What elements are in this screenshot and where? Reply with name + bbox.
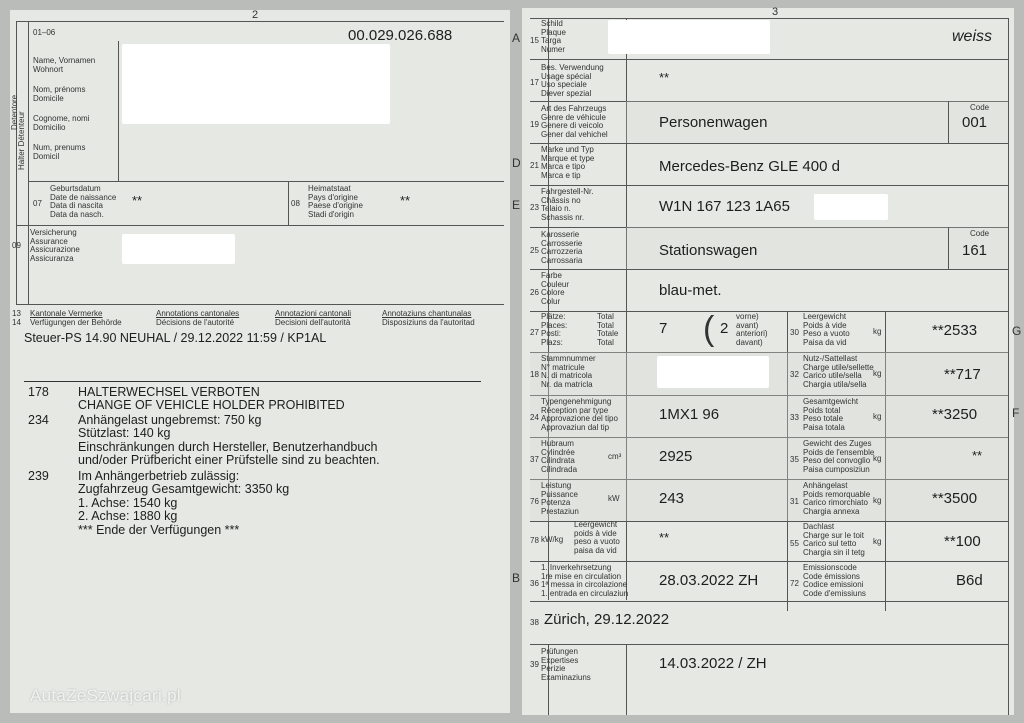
field-31-label: Anhängelast Poids remorquable Carico rimorchiato Chargia annexa: [803, 481, 871, 516]
field-36-value: 28.03.2022 ZH: [659, 572, 759, 589]
field-55-unit: kg: [873, 537, 882, 546]
redacted-insurance: [122, 234, 235, 264]
redacted-matricule: [657, 356, 769, 388]
document-number: 00.029.026.688: [348, 27, 453, 44]
field-35-number: 35: [790, 455, 799, 464]
field-26-value: blau-met.: [659, 282, 722, 299]
field-37-value: 2925: [659, 448, 693, 465]
name-label-2: Nom, prénoms Domicile: [33, 85, 86, 103]
field-25-number: 25: [530, 246, 539, 255]
field-21-label: Marke und Typ Marque et type Marca e tipo Marca e tip: [541, 145, 595, 180]
margin-letter-d: D: [512, 156, 521, 170]
note-239-line: 1. Achse: 1540 kg: [78, 495, 178, 510]
field-24-number: 24: [530, 413, 539, 422]
field-30-unit: kg: [873, 327, 882, 336]
note-239-line: Im Anhängerbetrieb zulässig:: [78, 469, 240, 483]
field-76-label: Leistung Puissance Potenza Prestaziun: [541, 481, 579, 516]
note-239-code: 239: [28, 469, 49, 483]
note-239-line: Zugfahrzeug Gesamtgewicht: 3350 kg: [78, 482, 290, 497]
right-page: [512, 6, 1022, 715]
field-07-value: **: [132, 193, 143, 208]
field-37-number: 37: [530, 455, 539, 464]
field-55-label: Dachlast Charge sur le toit Carico sul tetto Chargia sin il tetg: [803, 522, 865, 557]
field-72-number: 72: [790, 579, 799, 588]
watermark: AutaZeSzwajcari.pl: [30, 686, 181, 705]
field-30-number: 30: [790, 328, 799, 337]
field-36-label: 1. Inverkehrsetzung 1re mise en circulation 1ª messa in circolazione 1. entrada en circulaziun: [541, 563, 629, 598]
field-55-number: 55: [790, 539, 799, 548]
field-76-unit: kW: [608, 494, 620, 503]
note-234-line: und/oder Prüfbericht einer Prüfstelle sind zu beachten.: [78, 453, 380, 468]
field-31-unit: kg: [873, 496, 882, 505]
field-78-number: 78: [530, 536, 539, 545]
field-15-value: weiss: [952, 28, 993, 45]
field-27-front-paren: (: [703, 310, 715, 348]
field-32-label: Nutz-/Sattellast Charge utile/sellette Carico utile/sella Chargia utila/sella: [803, 354, 874, 389]
field-37-unit: cm³: [608, 452, 622, 461]
field-27-label-total: Total Total Totale Total: [597, 312, 619, 347]
field-25-code: 161: [962, 242, 988, 259]
field-36-number: 36: [530, 579, 539, 588]
field-27-label: Plätze: Places: Posti: Plazs:: [541, 312, 568, 347]
field-55-value: **100: [944, 533, 981, 550]
field-23-number: 23: [530, 203, 539, 212]
field-18-number: 18: [530, 370, 539, 379]
field-19-value: Personenwagen: [659, 114, 768, 131]
name-label-3: Cognome, nomi Domicilio: [33, 114, 90, 132]
field-08-label: Heimatstaat Pays d'origine Paese d'origine Stadi d'origin: [308, 184, 363, 219]
field-27-number: 27: [530, 328, 539, 337]
field-13-14-rm: Annotaziuns chantunalas Disposiziuns da l'autoritad: [382, 309, 475, 327]
field-30-value: **2533: [932, 322, 978, 339]
note-178-code: 178: [28, 385, 49, 399]
field-25-value: Stationswagen: [659, 242, 758, 259]
field-31-number: 31: [790, 497, 799, 506]
field-76-number: 76: [530, 497, 539, 506]
field-39-label: Prüfungen Expertises Perizie Examinaziuns: [541, 647, 591, 682]
field-25-code-label: Code: [970, 229, 990, 238]
holder-side-label: Halter Détenteur: [17, 111, 26, 170]
field-27-value: 7: [659, 320, 668, 337]
redacted-name: [122, 44, 390, 124]
field-32-number: 32: [790, 370, 799, 379]
name-label-4: Num, prenums Domicil: [33, 143, 86, 161]
redacted-vin-suffix: [814, 194, 888, 220]
field-07-number: 07: [33, 199, 42, 208]
field-38-number: 38: [530, 618, 539, 627]
field-27-front: 2: [720, 320, 729, 337]
note-234-line: Stützlast: 140 kg: [78, 426, 171, 441]
margin-letter-a: A: [512, 31, 521, 45]
field-30-label: Leergewicht Poids à vide Peso a vuoto Paisa da vid: [803, 312, 850, 347]
field-24-label: Typengenehmigung Réception par type Approvazione del tipo Approvaziun dal tip: [541, 397, 618, 432]
margin-letter-b: B: [512, 571, 521, 585]
note-234-code: 234: [28, 413, 49, 427]
field-78-label: Leergewicht poids à vide peso a vuoto paisa da vid: [574, 520, 620, 555]
field-18-label: Stammnummer N° matricule N. di matricola Nr. da matricla: [541, 354, 596, 389]
note-234-line: Einschränkungen durch Hersteller, Benutzerhandbuch: [78, 439, 378, 454]
field-38-value: Zürich, 29.12.2022: [544, 611, 670, 628]
field-78-value: **: [659, 530, 670, 545]
right-page-number: 3: [772, 6, 779, 18]
field-33-number: 33: [790, 413, 799, 422]
note-178-line: HALTERWECHSEL VERBOTEN: [78, 385, 260, 399]
field-39-number: 39: [530, 660, 539, 669]
margin-letter-e: E: [512, 198, 521, 212]
field-01-06-label: 01–06: [33, 28, 56, 37]
field-37-label: Hubraum Cylindrée Cilindrata Cilindrada: [541, 439, 578, 474]
field-08-number: 08: [291, 199, 300, 208]
holder-side-label-2: Detentore: [10, 94, 19, 130]
field-25-label: Karosserie Carrosserie Carrozzeria Carrossaria: [541, 230, 583, 265]
note-239-line: 2. Achse: 1880 kg: [78, 509, 178, 524]
field-13-14-fr: Annotations cantonales Décisions de l'autorité: [156, 309, 240, 327]
field-19-label: Art des Fahrzeugs Genre de véhicule Genere di veicolo Gener dal vehichel: [541, 104, 608, 139]
field-17-value: **: [659, 70, 670, 85]
field-13-14-de: Kantonale Vermerke Verfügungen der Behörde: [30, 309, 122, 327]
field-09-label: Versicherung Assurance Assicurazione Assicuranza: [30, 228, 80, 263]
field-33-value: **3250: [932, 406, 978, 423]
field-26-label: Farbe Couleur Colore Colur: [541, 271, 570, 306]
field-19-number: 19: [530, 120, 539, 129]
note-178-line: CHANGE OF VEHICLE HOLDER PROHIBITED: [78, 398, 345, 413]
field-35-label: Gewicht des Zuges Poids de l'ensemble Peso del convoglio Paisa cumposiziun: [803, 439, 875, 474]
field-39-value: 14.03.2022 / ZH: [659, 655, 767, 672]
field-72-value: B6d: [956, 572, 983, 589]
left-page-number: 2: [252, 9, 259, 21]
field-17-label: Bes. Verwendung Usage spécial Uso speciale Diever spezial: [541, 63, 604, 98]
field-13-14-it: Annotazioni cantonali Decisioni dell'autorità: [275, 309, 352, 327]
field-19-code: 001: [962, 114, 988, 131]
margin-letter-f: F: [1012, 406, 1020, 420]
field-17-number: 17: [530, 78, 539, 87]
field-26-number: 26: [530, 288, 539, 297]
field-35-value: **: [972, 448, 983, 463]
steuer-line: Steuer-PS 14.90 NEUHAL / 29.12.2022 11:59 / KP1AL: [24, 331, 327, 345]
field-33-label: Gesamtgewicht Poids total Peso totale Paisa totala: [803, 397, 859, 432]
left-page: [10, 10, 510, 713]
field-76-value: 243: [659, 490, 685, 507]
note-234-line: Anhängelast ungebremst: 750 kg: [78, 413, 262, 427]
field-72-label: Emissionscode Code émissions Codice emissioni Code d'emissiuns: [803, 563, 866, 598]
field-23-label: Fahrgestell-Nr. Châssis no Telaio n. Schassis nr.: [541, 187, 594, 222]
field-35-unit: kg: [873, 454, 882, 463]
field-33-unit: kg: [873, 412, 882, 421]
field-15-label: Schild Plaque Targa Numer: [541, 19, 566, 54]
field-07-label: Geburtsdatum Date de naissance Data di nascita Data da nasch.: [50, 184, 117, 219]
field-27-front-label: vorne) avant) anteriori) davant): [736, 312, 768, 347]
name-label-1: Name, Vornamen Wohnort: [33, 56, 96, 74]
field-13-14-numbers: 13 14: [12, 309, 21, 327]
field-19-code-label: Code: [970, 103, 990, 112]
field-15-number: 15: [530, 36, 539, 45]
field-32-value: **717: [944, 366, 981, 383]
field-31-value: **3500: [932, 490, 978, 507]
field-23-value: W1N 167 123 1A65: [659, 198, 790, 215]
field-78-unit: kW/kg: [541, 535, 564, 544]
field-32-unit: kg: [873, 369, 882, 378]
redacted-plate: [608, 20, 770, 54]
field-21-value: Mercedes-Benz GLE 400 d: [659, 158, 840, 175]
note-239-line: *** Ende der Verfügungen ***: [78, 522, 240, 537]
field-09-number: 09: [12, 241, 21, 250]
field-08-value: **: [400, 193, 411, 208]
field-21-number: 21: [530, 161, 539, 170]
margin-letter-g: G: [1012, 324, 1022, 338]
field-24-value: 1MX1 96: [659, 406, 720, 423]
